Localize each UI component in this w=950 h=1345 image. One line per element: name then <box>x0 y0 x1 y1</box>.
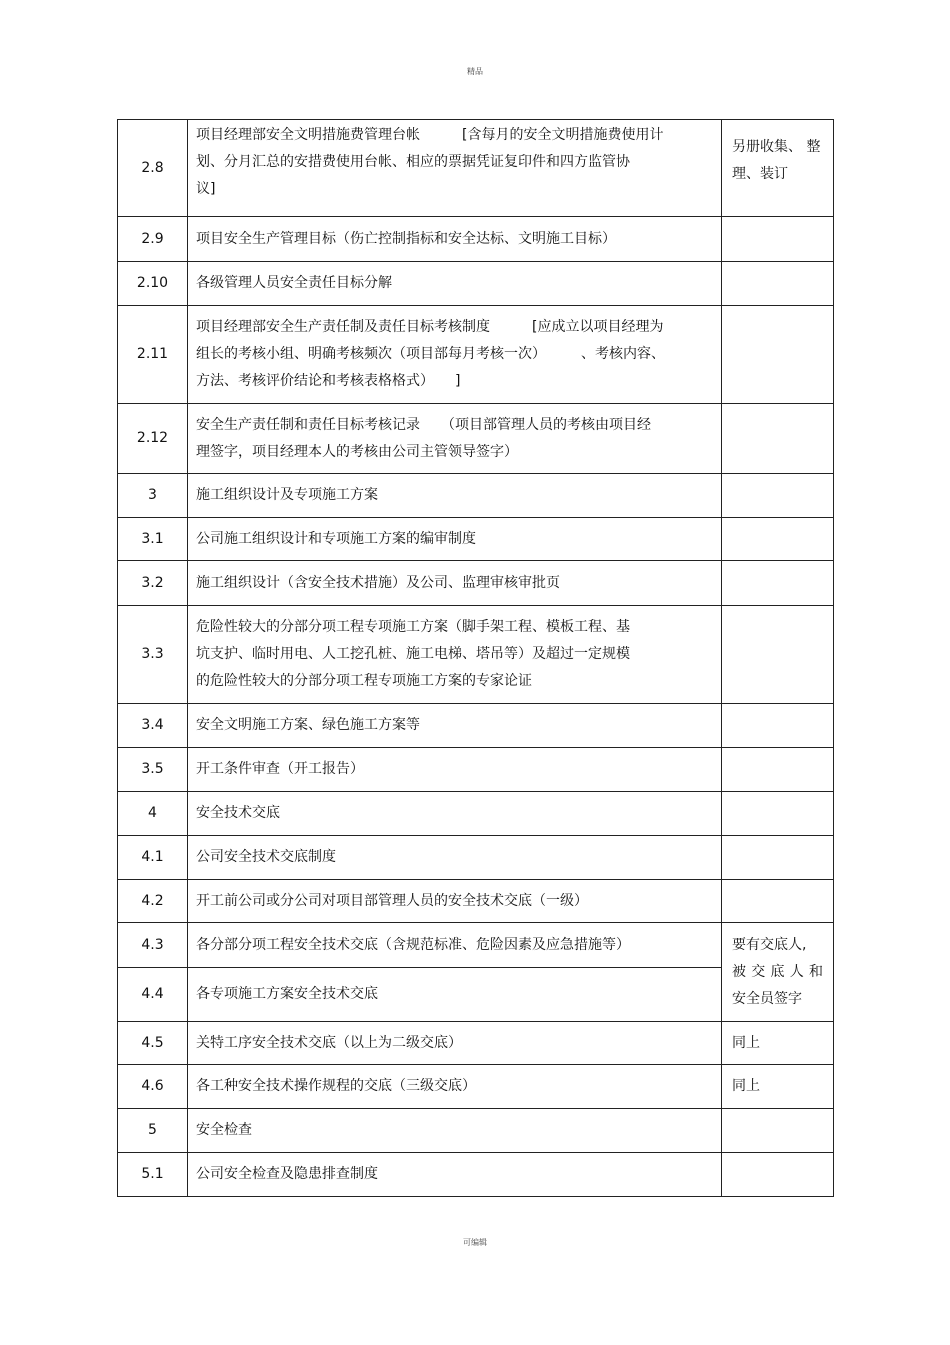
item-note <box>722 1109 834 1153</box>
description-line: 施工组织设计及专项施工方案 <box>196 487 378 503</box>
item-note <box>722 474 834 518</box>
description-line: 议] <box>196 181 216 197</box>
item-note <box>722 880 834 923</box>
description-line: 公司安全技术交底制度 <box>196 849 336 865</box>
table-row <box>118 404 834 474</box>
item-note <box>722 306 834 404</box>
item-number: 5.1 <box>118 1153 188 1197</box>
item-number: 3.3 <box>118 606 188 704</box>
item-note <box>722 262 834 306</box>
table-row <box>118 120 834 217</box>
item-number: 2.9 <box>118 217 188 262</box>
item-description <box>188 404 722 474</box>
description-line: 项目经理部安全文明措施费管理台帐 [含每月的安全文明措施费使用计 <box>196 127 664 143</box>
description-line: 划、分月汇总的安措费使用台帐、相应的票据凭证复印件和四方监管协 <box>196 154 630 170</box>
table-row <box>118 880 834 923</box>
table-row <box>118 518 834 561</box>
table-row <box>118 1022 834 1065</box>
item-number: 3 <box>118 474 188 518</box>
item-note <box>722 217 834 262</box>
description-line: 坑支护、临时用电、人工挖孔桩、施工电梯、塔吊等）及超过一定规模 <box>196 646 630 662</box>
item-description <box>188 1153 722 1197</box>
item-note-merged <box>722 923 834 1022</box>
item-number: 2.10 <box>118 262 188 306</box>
description-line: 安全文明施工方案、绿色施工方案等 <box>196 717 420 733</box>
table-row <box>118 792 834 836</box>
item-number: 3.2 <box>118 561 188 606</box>
table-row <box>118 1065 834 1109</box>
item-description <box>188 792 722 836</box>
table-row <box>118 474 834 518</box>
description-line: 项目安全生产管理目标（伤亡控制指标和安全达标、文明施工目标） <box>196 230 616 247</box>
page-header: 精品 <box>467 67 483 76</box>
item-note <box>722 792 834 836</box>
item-note <box>722 1065 834 1109</box>
item-description <box>188 704 722 748</box>
description-line: 开工前公司或分公司对项目部管理人员的安全技术交底（一级） <box>196 892 588 909</box>
item-number: 4 <box>118 792 188 836</box>
table-row <box>118 748 834 792</box>
item-description <box>188 262 722 306</box>
item-description <box>188 474 722 518</box>
item-number: 3.1 <box>118 518 188 561</box>
description-line: 施工组织设计（含安全技术措施）及公司、监理审核审批页 <box>196 574 560 591</box>
item-description <box>188 306 722 404</box>
item-description <box>188 1022 722 1065</box>
description-line: 安全生产责任制和责任目标考核记录 （项目部管理人员的考核由项目经 <box>196 416 651 433</box>
description-line: 关特工序安全技术交底（以上为二级交底） <box>196 1034 462 1051</box>
note-line: 安全员签字 <box>732 990 802 1007</box>
item-number: 4.5 <box>118 1022 188 1065</box>
description-line: 的危险性较大的分部分项工程专项施工方案的专家论证 <box>196 673 532 689</box>
item-number: 2.11 <box>118 306 188 404</box>
item-note <box>722 561 834 606</box>
item-description <box>188 606 722 704</box>
table-row <box>118 561 834 606</box>
item-number: 4.3 <box>118 923 188 968</box>
item-description <box>188 120 722 217</box>
item-note <box>722 120 834 217</box>
description-line: 安全检查 <box>196 1122 252 1138</box>
note-line: 同上 <box>732 1034 760 1051</box>
item-note <box>722 1153 834 1197</box>
table-row <box>118 217 834 262</box>
note-line: 同上 <box>732 1078 760 1094</box>
description-line: 组长的考核小组、明确考核频次（项目部每月考核一次） 、考核内容、 <box>196 346 665 362</box>
description-line: 危险性较大的分部分项工程专项施工方案（脚手架工程、模板工程、基 <box>196 619 630 635</box>
item-note <box>722 606 834 704</box>
item-description <box>188 968 722 1022</box>
item-number: 4.4 <box>118 968 188 1022</box>
item-description <box>188 518 722 561</box>
item-note <box>722 518 834 561</box>
item-number: 2.8 <box>118 120 188 217</box>
table-row <box>118 1109 834 1153</box>
item-description <box>188 217 722 262</box>
item-description <box>188 748 722 792</box>
table-row <box>118 704 834 748</box>
description-line: 开工条件审查（开工报告） <box>196 761 364 777</box>
item-note <box>722 1022 834 1065</box>
item-number: 4.1 <box>118 836 188 880</box>
table-row <box>118 836 834 880</box>
description-line: 安全技术交底 <box>196 805 280 821</box>
table-row <box>118 1153 834 1197</box>
table-row <box>118 923 834 968</box>
page-footer: 可编辑 <box>463 1238 487 1247</box>
description-line: 公司施工组织设计和专项施工方案的编审制度 <box>196 530 476 547</box>
item-description <box>188 561 722 606</box>
description-line: 项目经理部安全生产责任制及责任目标考核制度 [应成立以项目经理为 <box>196 319 664 335</box>
table-row <box>118 606 834 704</box>
note-line: 另册收集、 整 <box>732 139 821 155</box>
description-line: 各工种安全技术操作规程的交底（三级交底） <box>196 1078 476 1094</box>
description-line: 理签字，项目经理本人的考核由公司主管领导签字） <box>196 443 518 460</box>
item-description <box>188 1109 722 1153</box>
item-description <box>188 836 722 880</box>
item-number: 2.12 <box>118 404 188 474</box>
note-line: 理、装订 <box>732 166 788 182</box>
item-number: 3.4 <box>118 704 188 748</box>
item-description <box>188 880 722 923</box>
description-line: 各级管理人员安全责任目标分解 <box>196 275 392 291</box>
item-description <box>188 1065 722 1109</box>
item-note <box>722 748 834 792</box>
item-description <box>188 923 722 968</box>
description-line: 各分部分项工程安全技术交底（含规范标准、危险因素及应急措施等） <box>196 936 630 953</box>
item-note <box>722 704 834 748</box>
description-line: 各专项施工方案安全技术交底 <box>196 986 378 1002</box>
table-row <box>118 306 834 404</box>
description-line: 方法、考核评价结论和考核表格格式） ] <box>196 373 461 389</box>
item-note <box>722 404 834 474</box>
item-note <box>722 836 834 880</box>
item-number: 4.6 <box>118 1065 188 1109</box>
note-line: 被 交 底 人 和 <box>732 963 823 980</box>
description-line: 公司安全检查及隐患排查制度 <box>196 1166 378 1182</box>
note-line: 要有交底人, <box>732 936 807 953</box>
item-number: 4.2 <box>118 880 188 923</box>
item-number: 5 <box>118 1109 188 1153</box>
inspection-items-table <box>117 119 834 1197</box>
item-number: 3.5 <box>118 748 188 792</box>
table-row <box>118 262 834 306</box>
